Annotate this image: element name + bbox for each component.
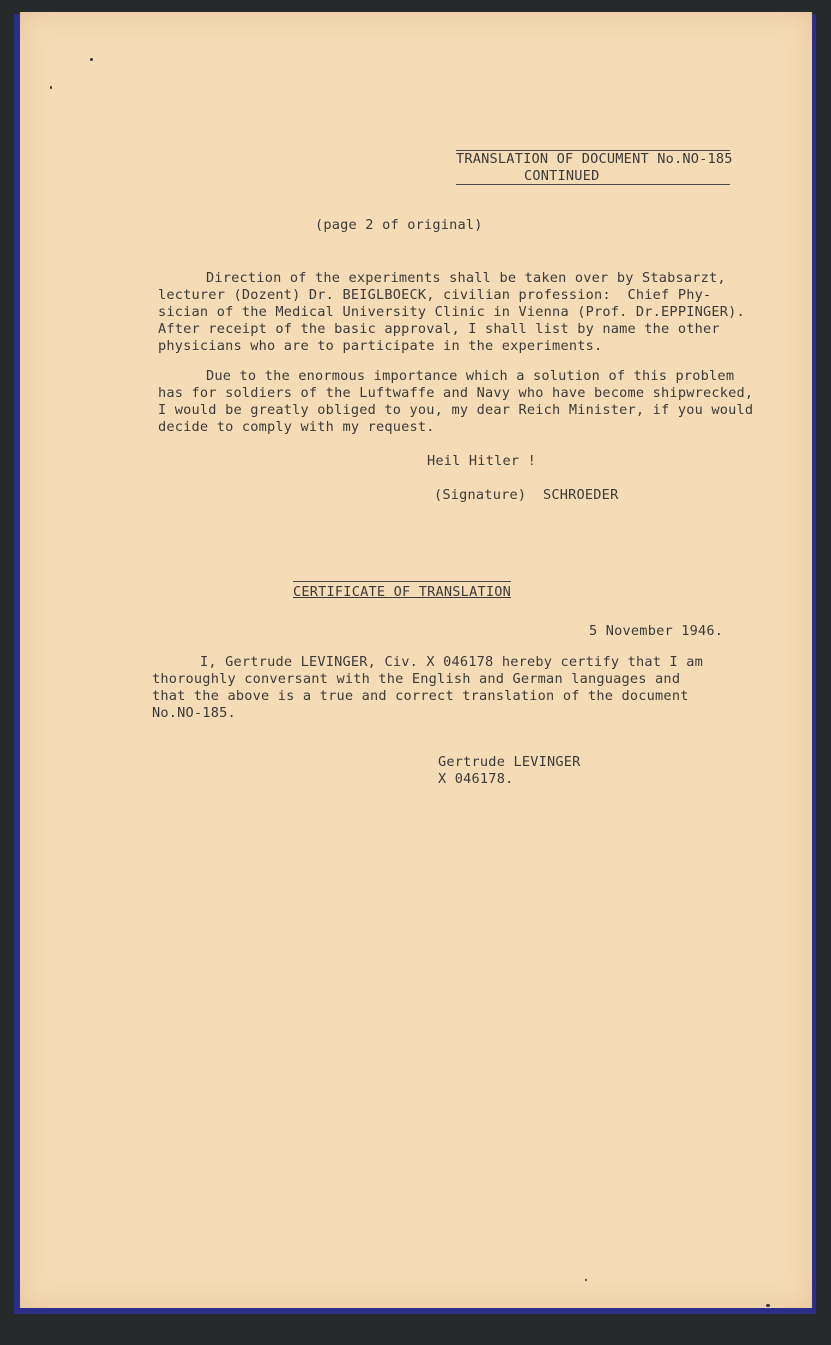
certificate-line: No.NO-185. [152, 705, 236, 721]
document-page [20, 12, 812, 1308]
certificate-date: 5 November 1946. [589, 623, 724, 639]
body-line: After receipt of the basic approval, I shall list by name the other [158, 321, 720, 337]
certificate-line: I, Gertrude LEVINGER, Civ. X 046178 hereby certify that I am [200, 654, 704, 670]
signature-line: (Signature) SCHROEDER [434, 487, 619, 503]
body-line: Due to the enormous importance which a solution of this problem [206, 368, 735, 384]
signer-id: X 046178. [438, 771, 514, 787]
paper-speck [766, 1304, 770, 1307]
body-line: I would be greatly obliged to you, my dear Reich Minister, if you would [158, 402, 754, 418]
paper-speck [50, 86, 52, 89]
header-title: TRANSLATION OF DOCUMENT No.NO-185 [456, 151, 733, 167]
page-note: (page 2 of original) [315, 217, 483, 233]
body-line: lecturer (Dozent) Dr. BEIGLBOECK, civilian profession: Chief Phy- [158, 287, 712, 303]
certificate-line: that the above is a true and correct translation of the document [152, 688, 689, 704]
body-line: physicians who are to participate in the experiments. [158, 338, 603, 354]
paper-speck [585, 1279, 587, 1281]
body-line: Direction of the experiments shall be taken over by Stabsarzt, [206, 270, 726, 286]
body-line: sician of the Medical University Clinic in Vienna (Prof. Dr.EPPINGER). [158, 304, 745, 320]
certificate-top-rule [293, 581, 511, 582]
closing-salutation: Heil Hitler ! [427, 453, 536, 469]
body-line: decide to comply with my request. [158, 419, 435, 435]
paper-speck [90, 58, 93, 61]
header-continued: CONTINUED [524, 168, 600, 184]
header-bottom-rule [456, 184, 730, 185]
certificate-title: CERTIFICATE OF TRANSLATION [293, 584, 511, 600]
body-line: has for soldiers of the Luftwaffe and Navy who have become shipwrecked, [158, 385, 754, 401]
signer-name: Gertrude LEVINGER [438, 754, 581, 770]
certificate-line: thoroughly conversant with the English and German languages and [152, 671, 681, 687]
